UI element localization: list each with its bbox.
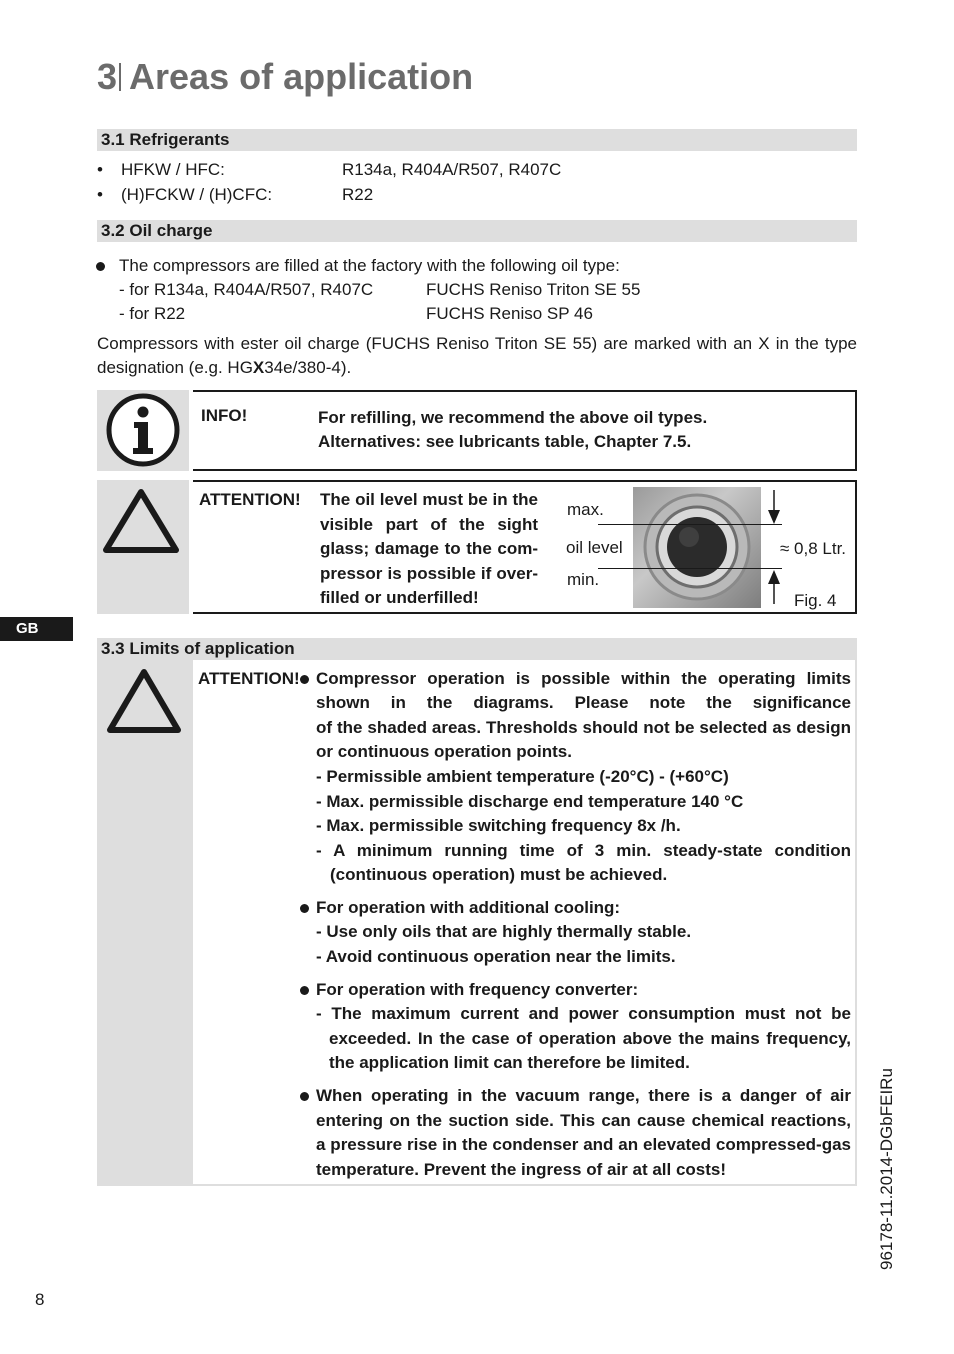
document-id: 96178-11.2014-DGbFEIRu <box>877 1068 896 1270</box>
limits-text-line: or continuous operation points. <box>316 742 572 761</box>
limits-attention-label: ATTENTION! <box>198 669 300 688</box>
attention-text-line: glass; damage to the com- <box>320 539 538 558</box>
limits-text-line: a pressure rise in the condenser and an elevated compressed-gas <box>316 1135 851 1154</box>
limits-text-line: entering on the suction side. This can cause chemical reactions, <box>316 1111 851 1130</box>
bullet-dot <box>300 675 309 684</box>
chapter-title: Areas of application <box>129 56 474 97</box>
page-number: 8 <box>35 1290 45 1309</box>
oil-intro: The compressors are filled at the factory with the following oil type: <box>119 256 620 275</box>
warning-triangle-icon <box>97 484 189 564</box>
fig-caption: Fig. 4 <box>794 591 837 610</box>
limits-subheading: For operation with additional cooling: <box>316 898 621 917</box>
refrigerant-label: (H)FCKW / (H)CFC: <box>121 185 273 204</box>
section-heading-refrigerants: 3.1 Refrigerants <box>97 129 857 151</box>
max-line <box>598 524 782 525</box>
oil-refrigerant: - for R22 <box>119 304 186 323</box>
bullet-dot <box>300 986 309 995</box>
limits-item: - Use only oils that are highly thermally stable. <box>316 922 692 941</box>
limits-item: - The maximum current and power consumption must not be <box>316 1004 851 1023</box>
info-label: INFO! <box>201 406 248 425</box>
limits-text-line: Compressor operation is possible within the operating limits <box>316 669 851 688</box>
language-tab: GB <box>0 617 73 641</box>
refrigerant-value: R22 <box>342 185 374 204</box>
page-title <box>97 56 473 98</box>
ester-note-line: Compressors with ester oil charge (FUCHS Reniso Triton SE 55) are marked with an X in the type <box>97 334 857 353</box>
limits-item-cont: the application limit can therefore be limited. <box>329 1053 690 1072</box>
refrigerant-bullet: • <box>97 160 103 179</box>
refrigerant-bullet: • <box>97 185 103 204</box>
info-text-line: For refilling, we recommend the above oil types. <box>318 408 708 427</box>
limits-item: - Avoid continuous operation near the limits. <box>316 947 676 966</box>
bullet-dot <box>300 904 309 913</box>
limits-item: - A minimum running time of 3 min. steady-state condition <box>316 841 851 860</box>
oil-type: FUCHS Reniso Triton SE 55 <box>426 280 641 299</box>
refrigerant-value: R134a, R404A/R507, R407C <box>342 160 562 179</box>
chapter-number: 3 <box>97 56 118 97</box>
sight-glass-photo <box>633 487 761 608</box>
fig-min-label: min. <box>567 570 600 589</box>
attention-text-line: pressor is possible if over- <box>320 564 538 583</box>
attention-text-line: filled or underfilled! <box>320 588 479 607</box>
limits-item: - Permissible ambient temperature (-20°C) - (+60°C) <box>316 767 729 786</box>
fig-oil-level-label: oil level <box>566 538 623 557</box>
fig-volume-label: ≈ 0,8 Ltr. <box>780 539 847 558</box>
limits-item-cont: (continuous operation) must be achieved. <box>330 865 668 884</box>
limits-text-line: temperature. Prevent the ingress of air at all costs! <box>316 1160 727 1179</box>
section-heading-limits: 3.3 Limits of application <box>97 638 857 660</box>
fig-max-label: max. <box>567 500 604 519</box>
info-icon <box>97 390 189 471</box>
oil-refrigerant: - for R134a, R404A/R507, R407C <box>119 280 374 299</box>
limits-text-line: of the shaded areas. Thresholds should not be selected as design <box>316 718 851 737</box>
limits-item: - Max. permissible discharge end temperature 140 °C <box>316 792 744 811</box>
limits-subheading: For operation with frequency converter: <box>316 980 639 999</box>
limits-text-line: shown in the diagrams. Please note the significance <box>316 693 851 712</box>
warning-triangle-icon <box>97 664 189 744</box>
sight-glass-image <box>633 487 761 608</box>
oil-type: FUCHS Reniso SP 46 <box>426 304 593 323</box>
bullet-dot <box>300 1092 309 1101</box>
refrigerant-label: HFKW / HFC: <box>121 160 225 179</box>
title-divider <box>119 63 121 91</box>
bullet-dot <box>96 262 105 271</box>
info-text-line: Alternatives: see lubricants table, Chapter 7.5. <box>318 432 692 451</box>
limits-item: - Max. permissible switching frequency 8x /h. <box>316 816 681 835</box>
section-heading-oil-charge: 3.2 Oil charge <box>97 220 857 242</box>
info-icon-panel <box>97 390 189 471</box>
limits-item-cont: exceeded. In the case of operation above the mains frequency, <box>329 1029 851 1048</box>
warning-icon-panel <box>97 480 189 614</box>
attention-label: ATTENTION! <box>199 490 301 509</box>
attention-text-line: The oil level must be in the <box>320 490 538 509</box>
attention-text-line: visible part of the sight <box>320 515 538 534</box>
limits-text-line: When operating in the vacuum range, there is a danger of air <box>316 1086 851 1105</box>
min-line <box>598 568 782 569</box>
ester-note-line: designation (e.g. HGX34e/380-4). <box>97 358 352 377</box>
